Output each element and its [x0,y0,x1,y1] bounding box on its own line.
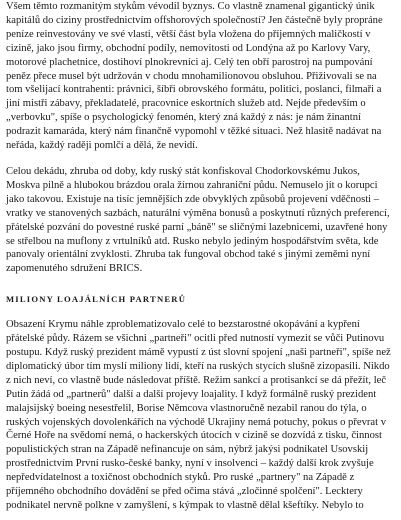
article-paragraph-1: Všem těmto rozmanitým stykům vévodil byznys. Co vlastně znamenal gigantický únik kapitálů do ciziny prostřednictvím offshorových společností? Jen částečně byly propránе peníze reinvestovány ve své vlasti, větší část byla vložena do příjemných maličkostí v cizině, jako jsou firmy, obchodní podíly, nemovitosti od Londýna až po Karlovy Vary, motorové plachetnice, dostihoví plnokrevníci aj. Celý ten obří parostroj na pumpování peněz přece musel být udržován v chodu mnohamilionovou obsluhou. Přiživovali se na tom všelijací kontrahenti: právnici, šíbři obrovského formátu, politici, poslanci, filmaři a jiní mistři zábavy, překladatelé, pracovnice eskortních služeb atd. Nejde především o „verbovku", spíše o psychologický fenomén, který zná každý z nás: je nám žinantní podrazit kamaráda, který nám finančně vypomohl v těžké situaci. Než hlasitě nadávat na neřáda, každý raději pomlčí a dělá, že nevidí. [6,1,383,152]
article-paragraph-3: Obsazení Krymu náhle zproblematizovalo celé to bezstarostné okopávání a kypření přátelské půdy. Rázem se všichni „partneři" ocitli před nutností vymezit se vůči Putinovu postupu. Když ruský prezident mámě vypustí z úst slovní spojení „naši partneři", spíše než diplomatický úbor tím myslí miliony lidí, kteří na ruských stycích slušně zizopasili. Nikdo z nich neví, co vlastně bude následovat příště. Režim sankcí a protisankcí se dá přežít, leč Putin žádá od „partnerů" další a další projevy loajality. I když formálně ruský prezident malajsijský boeing nesestřelil, Borise Němcova vlastnoručně nezabil ranou do týla, o ruských vojenských dovolenkářích na východě Ukrajiny nemá potuchy, pokus o převrat v Černé Hoře na svědomí nemá, o hackerských útocích v cizině se dozvídá z tisku, činnost populistických stran na Západě nefinancuje on sám, nýbrž jakýsi podnikatel Usovskij prostřednictvím První rusko-české banky, nyní v insolvenci – každý další krok zvyšuje nepředvídatelnost a toxičnost obchodních styků. Pro ruské „partnery" na Západě z příjemného obchodního dovádění se před očima stává „zločinné spolčení". Lecktery podnikatel nervně polkne v zamyšlení, s kýmpak to vlastně dělal kšeftíky. Nebylo to [6,319,391,511]
article-paragraph-2: Celou dekádu, zhruba od doby, kdy ruský stát konfiskoval Chodorkovskému Jukos, Moskva pilně a hlubokou brázdou orala žírnou zahraniční půdu. Nemuselo jít o korupci jako takovou. Existuje na tisíc jemnějších zde obvyklých způsobů projevení vděčnosti – vratky ve stanovených sazbách, naturální výměna bonusů a poskytnutí různých preferencí, přátelské pozvání do povestné ruské parní „báně" se sličnými lazebnicemi, uzavřené hony se střelbou na muflony z vrtulníků atd. Rusko nebylo jediným hospodářstvím světa, kde panovaly orientální zvyklosti. Zhruba tak fungoval obchod také s jinými zeměmi nyní zapomenutého sdružení BRICS. [6,165,390,275]
section-heading: MILIONY LOAJÁLNÍCH PARTNERŮ [6,294,187,305]
paragraph-spacer [6,153,391,165]
